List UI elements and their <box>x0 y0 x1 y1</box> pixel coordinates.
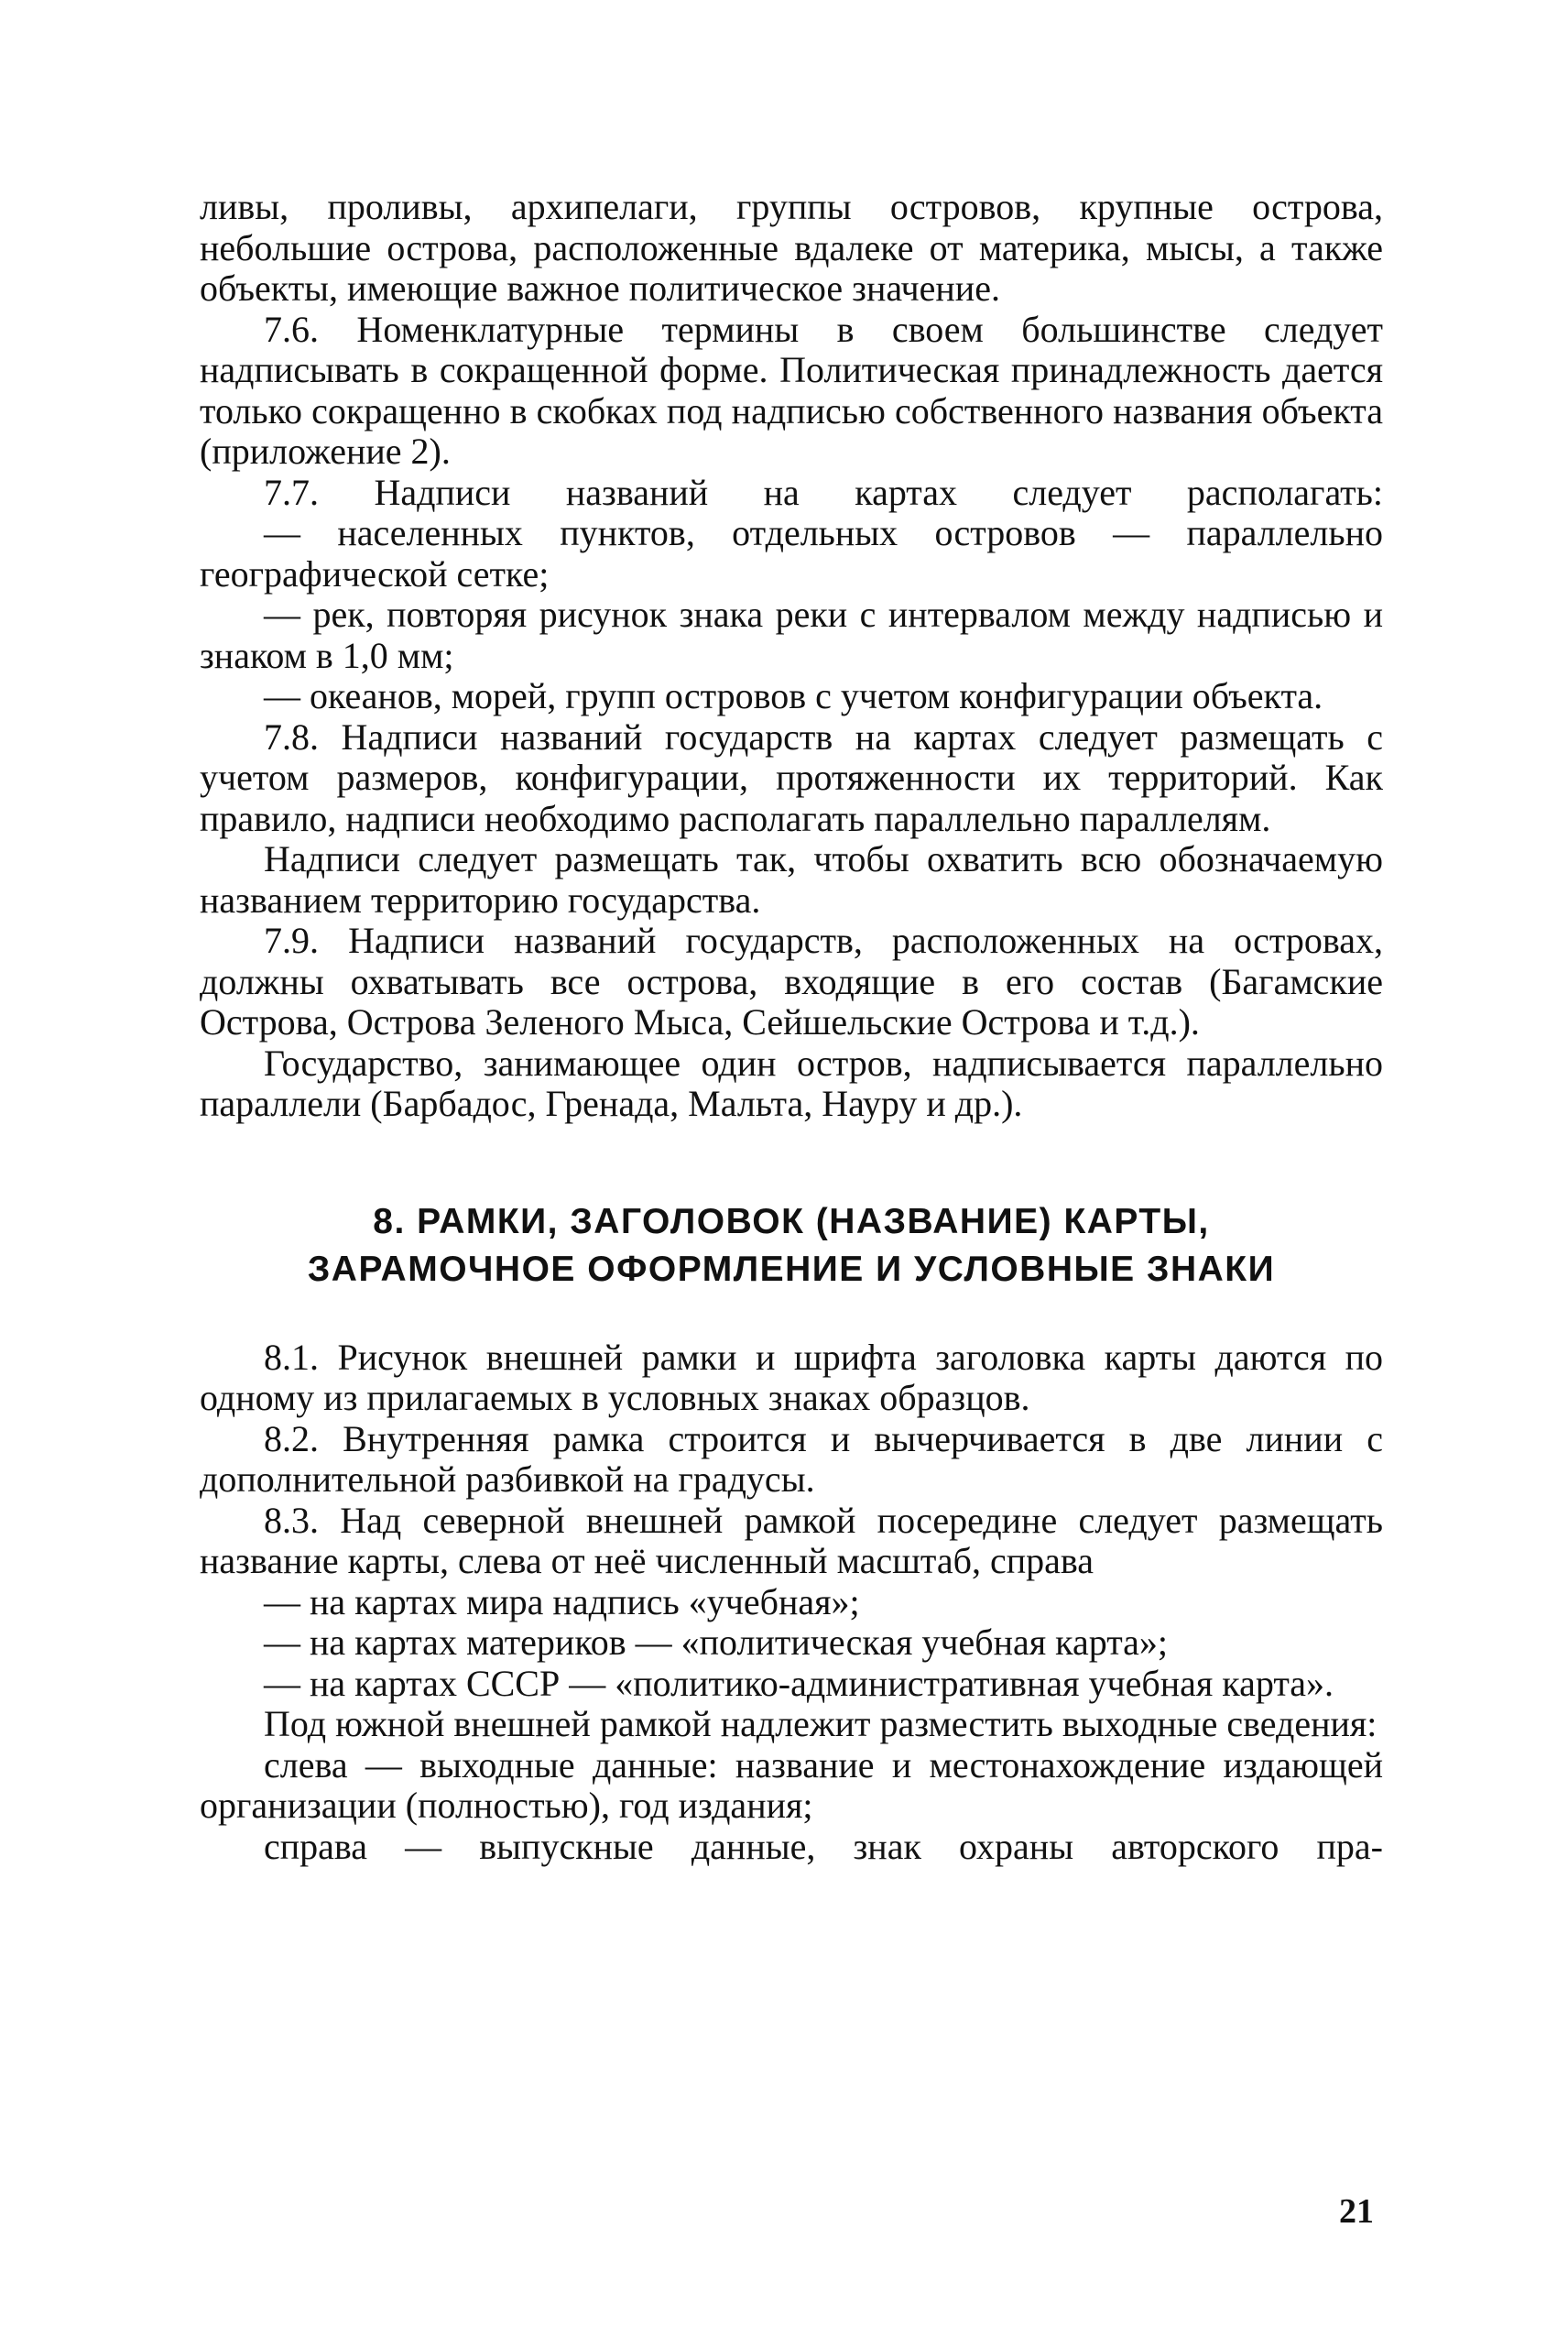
list-item-rivers: — рек, повторяя рисунок знака реки с интервалом между надписью и знаком в 1,0 мм; <box>200 594 1383 676</box>
list-item-oceans: — океанов, морей, групп островов с учетом конфигурации объекта. <box>264 675 1323 716</box>
top-text-block <box>200 187 1383 1125</box>
list-item-continent-maps: — на картах материков — «политическая учебная карта»; <box>264 1622 1169 1663</box>
section-heading-line-1: 8. РАМКИ, ЗАГОЛОВОК (НАЗВАНИЕ) КАРТЫ, <box>373 1201 1210 1241</box>
paragraph-7-6: 7.6. Номенклатурные термины в своем большинстве следует надписывать в сокращенной форме. Политическая принадлежность дается только сокращенно в скобках под надписью собственного названия объекта (приложение 2). <box>200 308 1383 472</box>
paragraph-7-8-continued: Надписи следует размещать так, чтобы охватить всю обозначаемую названием территорию государства. <box>200 838 1383 921</box>
paragraph-right-data: справа — выпускные данные, знак охраны авторского пра- <box>264 1825 1383 1867</box>
paragraph-8-2: 8.2. Внутренняя рамка строится и вычерчивается в две линии с дополнительной разбивкой на градусы. <box>200 1417 1383 1500</box>
list-item-settlements: — населенных пунктов, отдельных островов — параллельно географической сетке; <box>200 512 1383 595</box>
list-item-ussr-maps: — на картах СССР — «политико-административная учебная карта». <box>264 1662 1334 1704</box>
paragraph-left-data: слева — выходные данные: название и местонахождение издающей организации (полностью), год издания; <box>200 1743 1383 1826</box>
section-heading-line-2: ЗАРАМОЧНОЕ ОФОРМЛЕНИЕ И УСЛОВНЫЕ ЗНАКИ <box>307 1249 1276 1289</box>
list-item-world-maps: — на картах мира надпись «учебная»; <box>264 1580 860 1622</box>
page-body <box>200 187 1383 1867</box>
page-number: 21 <box>1339 2192 1374 2231</box>
paragraph-8-1: 8.1. Рисунок внешней рамки и шрифта заголовка карты даются по одному из прилагаемых в условных знаках образцов. <box>200 1336 1383 1418</box>
paragraph-7-8: 7.8. Надписи названий государств на картах следует размещать с учетом размеров, конфигурации, протяженности их территорий. Как правило, надписи необходимо располагать параллельно параллелям. <box>200 715 1383 839</box>
paragraph-output-info: Под южной внешней рамкой надлежит разместить выходные сведения: <box>264 1703 1377 1744</box>
paragraph-7-9: 7.9. Надписи названий государств, расположенных на островах, должны охватывать все острова, входящие в его состав (Багамские Острова, Острова Зеленого Мыса, Сейшельские Острова и т.д.). <box>200 920 1383 1043</box>
paragraph-7-9-continued: Государство, занимающее один остров, надписывается параллельно параллели (Барбадос, Гренада, Мальта, Науру и др.). <box>200 1042 1383 1124</box>
paragraph-continuation: ливы, проливы, архипелаги, группы островов, крупные острова, небольшие острова, расположенные вдалеке от материка, мысы, а также объекты, имеющие важное политическое значение. <box>200 186 1383 309</box>
paragraph-7-7: 7.7. Надписи названий на картах следует располагать: <box>264 471 1383 513</box>
section-heading <box>200 1198 1383 1294</box>
bottom-text-block <box>200 1338 1383 1868</box>
paragraph-8-3: 8.3. Над северной внешней рамкой посередине следует размещать название карты, слева от неё численный масштаб, справа <box>200 1499 1383 1581</box>
